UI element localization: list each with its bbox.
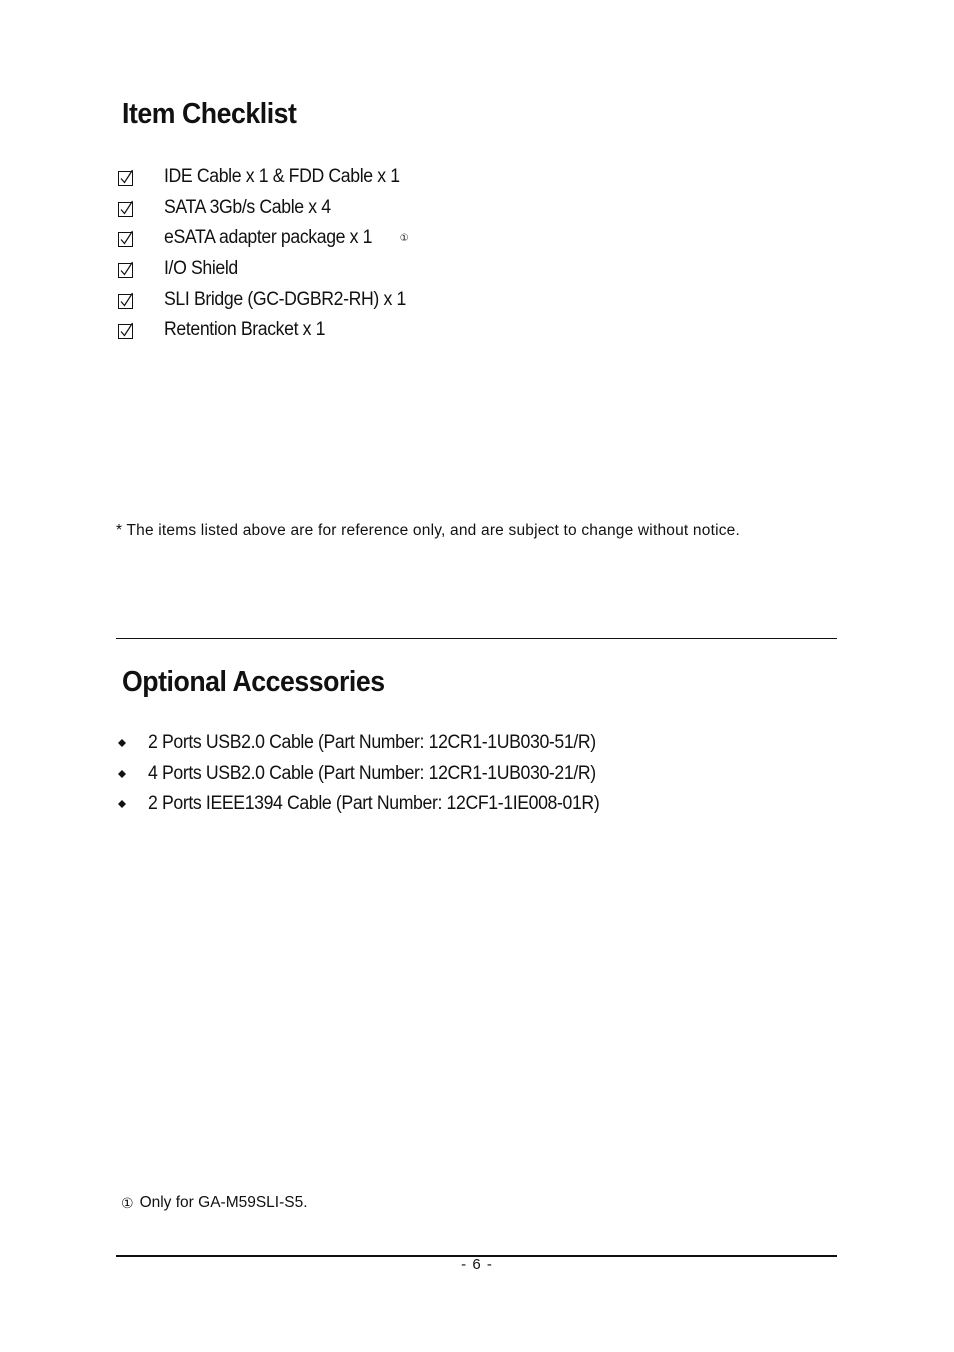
accessory-item-label: 4 Ports USB2.0 Cable (Part Number: 12CR1-1UB030-21/R) [148, 762, 596, 784]
accessory-item [118, 789, 633, 820]
checklist-item-label: eSATA adapter package x 1 [164, 227, 373, 249]
accessory-item [118, 759, 633, 790]
accessory-item [118, 728, 633, 759]
item-checklist [118, 162, 424, 346]
optional-accessories-heading: Optional Accessories [122, 666, 385, 698]
checklist-item [118, 193, 424, 224]
checklist-item-label: SLI Bridge (GC-DGBR2-RH) x 1 [164, 288, 406, 310]
checklist-item [118, 254, 424, 285]
checklist-item-label: IDE Cable x 1 & FDD Cable x 1 [164, 166, 400, 188]
page-number: - 6 - [461, 1256, 493, 1273]
section-divider [116, 638, 837, 639]
diamond-bullet-icon [118, 800, 126, 808]
checklist-item-label: I/O Shield [164, 258, 238, 280]
checked-box-icon [118, 292, 134, 310]
checklist-item [118, 284, 424, 315]
diamond-bullet-icon [118, 770, 126, 778]
checklist-item-label: Retention Bracket x 1 [164, 319, 326, 341]
checked-box-icon [118, 322, 134, 340]
checked-box-icon [118, 169, 134, 187]
checklist-item-label: SATA 3Gb/s Cable x 4 [164, 196, 331, 218]
checked-box-icon [118, 261, 134, 279]
checked-box-icon [118, 200, 134, 218]
item-checklist-heading: Item Checklist [122, 98, 297, 130]
accessory-item-label: 2 Ports IEEE1394 Cable (Part Number: 12CF1-1IE008-01R) [148, 793, 600, 815]
diamond-bullet-icon [118, 739, 126, 747]
footnote-marker: ① [121, 1194, 134, 1211]
checklist-item [118, 162, 424, 193]
checked-box-icon [118, 230, 134, 248]
footnote-marker: ① [399, 232, 409, 244]
checklist-item [118, 223, 424, 254]
accessory-item-label: 2 Ports USB2.0 Cable (Part Number: 12CR1-1UB030-51/R) [148, 732, 596, 754]
checklist-item [118, 315, 424, 346]
footnote-text: Only for GA-M59SLI-S5. [139, 1194, 308, 1211]
optional-accessories-list [118, 728, 633, 820]
disclaimer-note: * The items listed above are for reference only, and are subject to change without notice. [116, 522, 740, 539]
footnote [121, 1194, 308, 1212]
